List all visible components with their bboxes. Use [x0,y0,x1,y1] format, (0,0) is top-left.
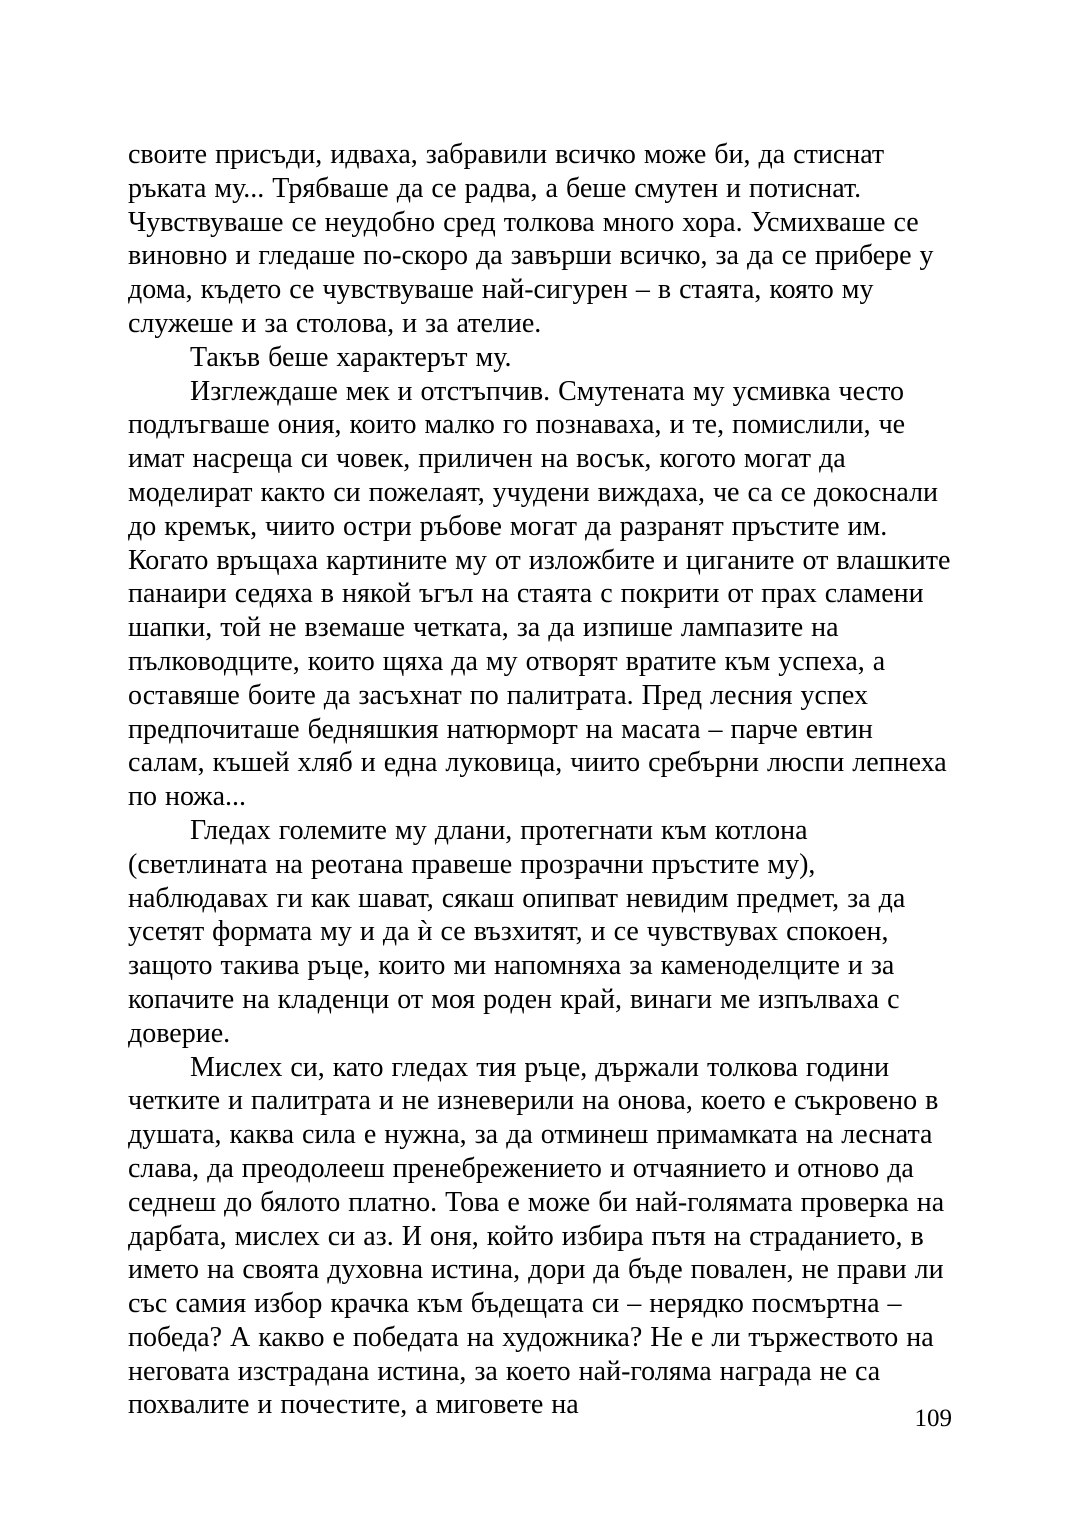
page-number: 109 [914,1405,952,1432]
paragraph: своите присъди, идваха, забравили всичко може би, да стиснат ръката му... Трябваше да се радва, а беше смутен и потиснат. Чувствуваше се неудобно сред толкова много хора. Усмихваше се виновно и гледаше по-скоро да завърши всичко, за да се прибере у дома, където се чувствуваше най-сигурен – в стаята, която му служеше и за столова, и за ателие. [128,139,934,339]
paragraph: Гледах големите му длани, протегнати към котлона (светлината на реотана правеше прозрачни пръстите му), наблюдавах ги как шават, сякаш опипват невидим предмет, за да усетят формата му и да ѝ се възхитят, и се чувствувах спокоен, защото такива ръце, които ми напомняха за каменоделците и за копачите на кладенци от моя роден край, винаги ме изпълваха с доверие. [128,814,906,1049]
paragraph: Такъв беше характерът му. [190,341,512,373]
text-block [128,138,952,1422]
paragraph: Мислех си, като гледах тия ръце, държали толкова години четките и палитрата и не изневерили на онова, което е съкровено в душата, каква сила е нужна, за да отминеш примамката на лесната слава, да преодолееш пренебрежението и отчаянието и отново да седнеш до бялото платно. Това е може би най-голямата проверка на дарбата, мислех си аз. И оня, който избира пътя на страданието, в името на своята духовна истина, дори да бъде повален, не прави ли със самия избор крачка към бъдещата си – нерядко посмъртна – победа? А какво е победата на художника? Не е ли тържеството на неговата изстрадана истина, за което най-голяма награда не са похвалите и почестите, а миговете на [128,1051,945,1421]
paragraph: Изглеждаше мек и отстъпчив. Смутената му усмивка често подлъгваше ония, които малко го познаваха, и те, помислили, че имат насреща си човек, приличен на восък, когото могат да моделират както си пожелаят, учудени виждаха, че са се докоснали до кремък, чиито остри ръбове могат да разранят пръстите им. Когато връщаха картините му от изложбите и циганите от влашките панаири седяха в някой ъгъл на стаята с покрити от прах сламени шапки, той не вземаше четката, за да изпише лампазите на пълководците, които щяха да му отворят вратите към успеха, а оставяше боите да засъхнат по палитрата. Пред лесния успех предпочиташе бедняшкия натюрморт на масата – парче евтин салам, къшей хляб и една луковица, чиито сребърни люспи лепнеха по ножа... [128,375,951,813]
